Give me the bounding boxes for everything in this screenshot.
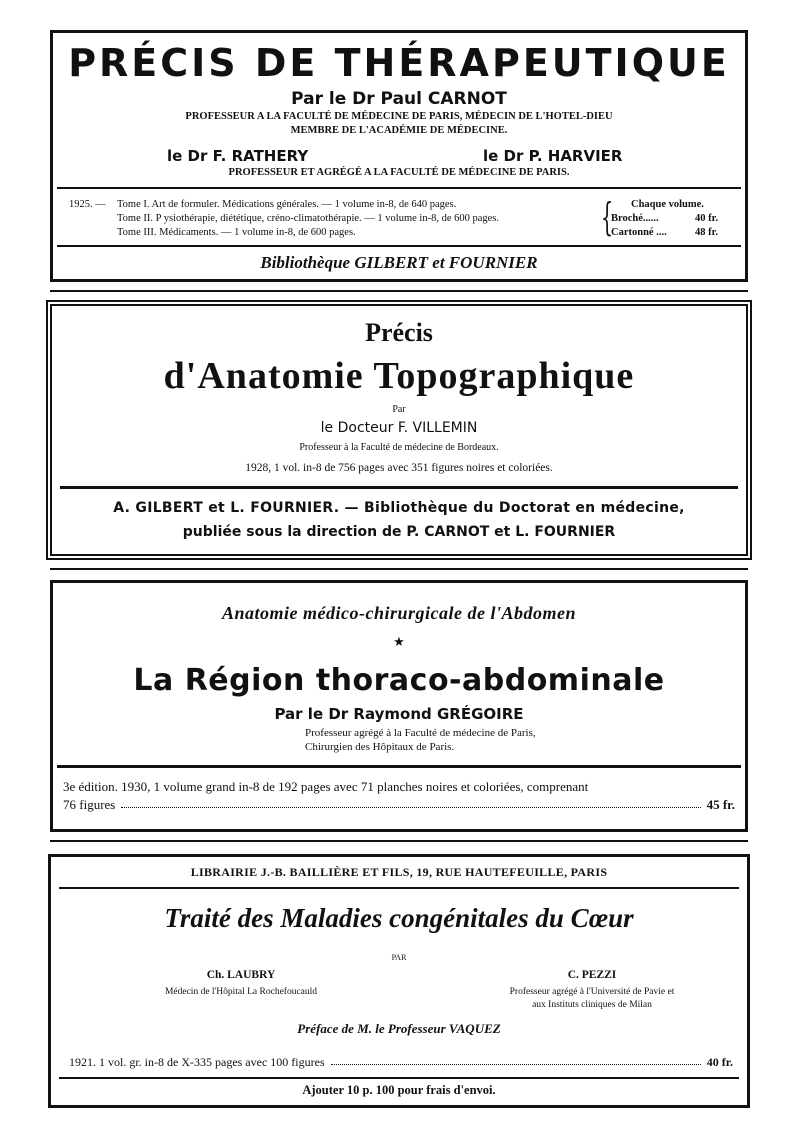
ad-precis-therapeutique: [50, 30, 748, 282]
ad1-price-cartonne: 48 fr.: [695, 227, 718, 238]
ad3-affiliation-2: Chirurgien des Hôpitaux de Paris.: [305, 741, 455, 753]
ad1-byline: Par le Dr Paul CARNOT: [291, 89, 507, 109]
ad-maladies-congenitales: [48, 854, 750, 1108]
ad1-price-cartonne-label: Cartonné ....: [611, 227, 667, 238]
ad4-price: 40 fr.: [706, 1055, 733, 1069]
ad2-divider: [60, 486, 738, 489]
ad1-price-broche: 40 fr.: [695, 213, 718, 224]
ad2-affiliation: Professeur à la Faculté de médecine de Bordeaux.: [299, 442, 499, 453]
ad1-divider-top: [57, 187, 741, 189]
ad2-series-line-2: publiée sous la direction de P. CARNOT et L. FOURNIER: [182, 524, 616, 540]
ad2-par: Par: [392, 404, 406, 415]
ad2-title-small: Précis: [365, 318, 433, 347]
ad3-title: La Région thoraco-abdominale: [133, 663, 665, 698]
ad4-leader-dots: [331, 1064, 701, 1065]
ad3-leader-dots: [121, 807, 700, 808]
ad1-tome-2: Tome II. P ysiothérapie, diététique, créno-climatothérapie. — 1 volume in-8, de 600 pages.: [117, 213, 500, 224]
ad3-affiliation-1: Professeur agrégé à la Faculté de médecine de Paris,: [305, 727, 536, 739]
ad3-details-line-1: 3e édition. 1930, 1 volume grand in-8 de 192 pages avec 71 planches noires et coloriées, comprenant: [63, 779, 589, 794]
ad4-details: 1921. 1 vol. gr. in-8 de X-335 pages avec 100 figures: [69, 1055, 325, 1069]
ad4-author-right-affiliation-2: aux Instituts cliniques de Milan: [532, 1000, 652, 1010]
ad4-details-row: [69, 1055, 733, 1070]
ad3-details-line-2: 76 figures: [63, 797, 116, 812]
ad1-coauthor-affiliation: PROFESSEUR ET AGRÉGÉ A LA FACULTÉ DE MÉDECINE DE PARIS.: [228, 167, 570, 178]
ad4-postage: Ajouter 10 p. 100 pour frais d'envoi.: [302, 1083, 496, 1097]
ad4-divider-bottom: [59, 1077, 739, 1079]
ad-anatomie-topographique: [50, 304, 748, 556]
ad2-details: 1928, 1 vol. in-8 de 756 pages avec 351 figures noires et coloriées.: [245, 462, 553, 474]
ad1-price-broche-label: Broché......: [611, 213, 659, 224]
ad3-price: 45 fr.: [706, 797, 735, 812]
ad1-affiliation-2: MEMBRE DE L'ACADÉMIE DE MÉDECINE.: [290, 125, 508, 136]
ad3-byline: Par le Dr Raymond GRÉGOIRE: [274, 705, 524, 723]
ad1-brace: {: [601, 195, 614, 239]
ad3-subtitle: Anatomie médico-chirurgicale de l'Abdomen: [222, 603, 576, 623]
ad4-author-right-affiliation-1: Professeur agrégé à l'Université de Pavie et: [509, 987, 675, 997]
ad4-author-left: Ch. LAUBRY: [206, 969, 276, 981]
separator-1: [50, 290, 748, 292]
ad2-author: le Docteur F. VILLEMIN: [320, 420, 478, 436]
separator-2: [50, 568, 748, 570]
ad1-divider-bottom: [57, 245, 741, 247]
ad1-title: PRÉCIS DE THÉRAPEUTIQUE: [68, 41, 730, 85]
ad1-tome-3: Tome III. Médicaments. — 1 volume in-8, de 600 pages.: [117, 227, 356, 238]
ad1-coauthor-left: le Dr F. RATHERY: [167, 147, 309, 165]
separator-3: [50, 840, 748, 842]
ad3-divider: [57, 765, 741, 768]
ad2-title-large: d'Anatomie Topographique: [163, 355, 635, 397]
ad4-title: Traité des Maladies congénitales du Cœur: [164, 903, 634, 933]
ad4-divider-top: [59, 887, 739, 889]
ad2-series-line-1: A. GILBERT et L. FOURNIER. — Bibliothèque du Doctorat en médecine,: [113, 500, 685, 516]
ad4-author-right: C. PEZZI: [567, 969, 617, 981]
ad4-preface: Préface de M. le Professeur VAQUEZ: [297, 1021, 501, 1036]
ad1-affiliation-1: PROFESSEUR A LA FACULTÉ DE MÉDECINE DE PARIS, MÉDECIN DE L'HOTEL-DIEU: [185, 111, 613, 122]
star-icon: ★: [393, 635, 405, 650]
ad3-details-row-2: [63, 797, 735, 813]
ad1-series: Bibliothèque GILBERT et FOURNIER: [260, 253, 538, 272]
ad1-coauthor-right: le Dr P. HARVIER: [483, 147, 623, 165]
ad4-author-left-affiliation: Médecin de l'Hôpital La Rochefoucauld: [164, 987, 318, 997]
ad4-par: PAR: [391, 953, 407, 962]
ad-region-thoraco-abdominale: [50, 580, 748, 832]
ad4-publisher: LIBRAIRIE J.-B. BAILLIÈRE ET FILS, 19, RUE HAUTEFEUILLE, PARIS: [190, 865, 608, 879]
ad1-tome-1: Tome I. Art de formuler. Médications générales. — 1 volume in-8, de 640 pages.: [117, 199, 457, 210]
ad1-price-header: Chaque volume.: [631, 199, 704, 210]
ad1-year: 1925. —: [69, 199, 106, 210]
